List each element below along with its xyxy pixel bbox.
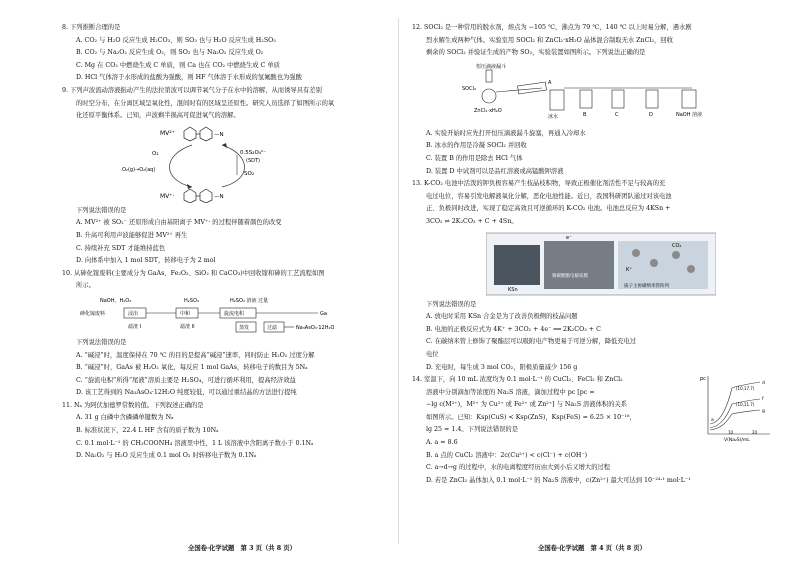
q9-sub: 下列说法错误的是 (76, 206, 127, 214)
reagent-label: H₂SO₄ (184, 297, 199, 304)
znc-label: ZnCl₂·xH₂O (474, 107, 502, 114)
q11-option-b: B. 标准状况下，22.4 L HF 含有的质子数为 10Nₐ (76, 427, 219, 435)
reagent-label: H₂SO₄ 溶液 过量 (230, 297, 269, 304)
point-a-label: a (711, 418, 714, 424)
point-f-label: f (762, 397, 764, 403)
battery-figure-svg (486, 231, 716, 297)
q11-option-a: A. 31 g 白磷中含磷磷单键数为 Nₐ (76, 414, 174, 422)
co2-label: CO₂ (672, 242, 682, 249)
q14-option-a: A. a = 8.6 (426, 439, 458, 447)
q14-stem-line3: −lg c(M²⁺)，M²⁺ 为 Cu²⁺ 或 Fe²⁺ 或 Zn²⁺] 与 Na₂S 溶液体积的关系 (426, 401, 628, 409)
ice-label: 冰水 (548, 113, 559, 120)
q10-sub: 下列说法错误的是 (76, 338, 127, 346)
ring-shape (184, 189, 196, 203)
q9-option-b: B. 升高可利用声波能够促进 MV²⁺ 再生 (76, 231, 188, 239)
electrolyte-membrane (544, 241, 614, 289)
q13-stem-line1: 13. K-CO₂ 电池中活泼的钾负极容易产生枝晶枝积物，导致正极催化剂活性不足与较高的充 (412, 180, 666, 188)
membrane-label: 聚碳酸酯电解质膜 (552, 273, 588, 279)
o2-aq-label: O₂(g)→O₂(aq) (122, 166, 156, 173)
product-label: Ga (320, 310, 327, 317)
q14-option-d: D. 若是 ZnCl₂ 晶体加入 0.1 mol·L⁻¹ 的 Na₂S 溶液中，c(Zn²⁺) 最大可达到 10⁻²⁴·¹ mol·L⁻¹ (426, 476, 691, 484)
q12-option-c: C. 装置 B 的作用是除去 HCl 气体 (426, 154, 523, 162)
q12-option-b: B. 冰水的作用是冷凝 SOCl₂ 并回收 (426, 142, 527, 150)
left-page (62, 22, 422, 463)
question-9 (62, 85, 422, 268)
ring-shape (200, 189, 212, 203)
q14-stem-line5: lg 25 = 1.4。下列说法错误的是 (426, 426, 519, 434)
ring-shape (184, 127, 196, 141)
n-label: —N (214, 131, 224, 138)
redox-cycle-diagram (62, 125, 422, 203)
q10-option-b: B. “碱浸”时，GaAs 被 H₂O₂ 氧化，每反应 1 mol GaAs，转移电子的数目为 5Nₐ (76, 364, 308, 372)
graph-tick: 20 (752, 430, 758, 436)
beaker-shape (550, 90, 564, 110)
q13-option-d: D. 充电时，每生成 3 mol CO₂，阳极质量减少 156 g (426, 363, 578, 371)
q9-stem-line3: 化还原平衡体系。已知，声波剩半损高可促进氧气的溶解。 (76, 112, 240, 120)
q8-option-b: B. CO₂ 与 Na₂O₂ 反应生成 O₂，则 SO₂ 也与 Na₂O₂ 反应生成 O₂ (76, 49, 264, 57)
question-14 (412, 374, 772, 487)
point-g-label: g (762, 409, 765, 415)
sdt-label: (SDT) (246, 157, 260, 164)
residue-label: 滤渣 I (128, 323, 142, 330)
apparatus-d-label: D (649, 111, 653, 118)
point-label: (10,11.7) (736, 402, 755, 408)
question-12 (412, 22, 772, 178)
redox-cycle-svg (122, 125, 382, 203)
ksn-electrode (494, 245, 540, 285)
socl2-label: SOCl₂ (462, 85, 476, 92)
q12-stem-line3: 剩余的 SOCl₂ 并验证生成的产物 SO₂，实验装置如图所示。下列说法正确的是 (426, 49, 646, 57)
q9-option-c: C. 持续补充 SDT 才能维持蓝色 (76, 244, 166, 252)
q9-stem-line2: 的时空分布，在分离区域呈氧化性，混间时有的区域呈还原性。研究人员选择了如图所示的氧 (76, 99, 335, 107)
funnel-label: 恒压滴液漏斗 (476, 63, 507, 70)
electron-label: e⁻ (566, 234, 572, 241)
so2-label: SO₂ (244, 170, 255, 177)
process-step-label: 浸出 (128, 310, 139, 317)
battery-figure (412, 231, 772, 297)
reagent-label: NaOH、H₂O₂ (100, 297, 132, 304)
q12-stem-line1: 12. SOCl₂ 是一种常用的脱水剂，熔点为 −105 ℃，沸点为 79 ℃，140 ℃ 以上时易分解，遇水剧 (412, 24, 692, 31)
q13-sub: 下列说法错误的是 (426, 300, 477, 308)
q12-option-d: D. 装置 D 中试剂可以是品红溶液或高锰酸钾溶液 (426, 167, 564, 175)
q11-option-c: C. 0.1 mol·L⁻¹ 的 CH₃COONH₄ 溶液里中性，1 L 该溶液中含阳离子数小于 0.1Nₐ (76, 439, 314, 447)
graph-ylabel: pc (700, 376, 706, 383)
n-label-bottom: —N (214, 193, 224, 200)
q8-option-a: A. CO₂ 与 H₂O 反应生成 H₂CO₃，则 SO₃ 也与 H₂O 反应生成 H₂SO₃ (76, 36, 276, 44)
residue-label: 滤渣 II (180, 323, 195, 330)
q8-option-d: D. HCl 气体溶于水形成的盐酸为强酸，则 HF 气体溶于水形成的氢氟酸也为强酸 (76, 74, 302, 82)
graph-xlabel: V(Na₂S)/mL (724, 438, 750, 443)
process-step-label: 旋流电积 (224, 310, 245, 317)
process-step-label: 蒸发 (239, 324, 250, 331)
question-8 (62, 22, 422, 85)
process-step-label: 过滤 (267, 324, 278, 331)
ring-shape (200, 127, 212, 141)
s2o4-label: 0.5S₂O₄²⁻ (240, 149, 267, 156)
q13-option-b: B. 电池的正极反应式为 4K⁺ + 3CO₂ + 4e⁻ ══ 2K₂CO₃ + C (426, 325, 601, 333)
mv-radical-label: MV⁺· (160, 192, 175, 200)
q9-option-d: D. 向体系中加入 1 mol SDT，转移电子为 2 mol (76, 257, 216, 265)
q13-option-c: C. 在碳纳米管上修饰了聚酯层可以吸附电产物更易于可逆分解，降低充电过 (426, 338, 637, 346)
mv2-label: MV²⁺ (160, 129, 175, 137)
k-ion-label: K⁺ (626, 266, 632, 273)
right-page (412, 22, 772, 487)
process-flow-svg (80, 295, 410, 335)
q14-stem-line4: 如图所示。已知：Ksp(CuS) < Ksp(ZnS)，Ksp(FeS) = 6.25 × 10⁻¹⁸， (426, 413, 636, 421)
q13-stem-line4: 3CO₂ ⇌ 2K₂CO₃ + C + 4Sn。 (426, 217, 518, 225)
q8-stem: 8. 下列推断合理的是 (62, 24, 121, 31)
flask-shape (482, 89, 496, 103)
q10-option-c: C. “旋流电积”所得“尾液”溶质主要是 H₂SO₄，可进行循环利用，提高经济效益 (76, 376, 296, 384)
q12-option-a: A. 实验开始时应先打开恒压滴液漏斗旋塞，再通入冷却水 (426, 129, 586, 137)
point-label: (10,17.7) (736, 386, 755, 392)
o2-label: O₂ (152, 150, 159, 157)
process-flow-diagram (62, 295, 422, 335)
page-footer-left: 全国卷·化学试题 第 3 页（共 8 页） (188, 545, 296, 553)
q13-option-c-cont: 电位 (426, 350, 439, 358)
q11-stem: 11. Nₐ 为阿伏加德罗常数的值。下列叙述正确的是 (62, 401, 204, 409)
question-11 (62, 400, 422, 463)
point-d-label: d (762, 381, 765, 387)
q11-option-d: D. Na₂O₂ 与 H₂O 反应生成 0.1 mol O₂ 时转移电子数为 0.1Nₐ (76, 452, 257, 460)
product-label: Na₃AsO₄·12H₂O (296, 324, 335, 331)
question-13 (412, 178, 772, 374)
q10-option-d: D. 该工艺得到的 Na₃AsO₄·12H₂O 纯度较低，可以通过重结晶的方法进行提纯 (76, 389, 297, 397)
q12-stem-line2: 烈水解生成两种气体。实验室用 SOCl₂ 和 ZnCl₂·xH₂O 晶体混合制取无水 ZnCl₂，回收 (426, 36, 673, 44)
q10-stem-line1: 10. 从砷化镓废料(主要成分为 GaAs、Fe₂O₃、SiO₂ 和 CaCO₃)中回收镓和砷的工艺流程如图 (62, 269, 325, 277)
graph-tick: 10 (728, 430, 734, 436)
pc-volume-graph (700, 374, 772, 442)
q13-stem-line3: 正、负极同时改进，实现了稳定高效且可逆循环的 K-CO₂ 电池。电池总反应为 4KSn + (426, 205, 671, 213)
q14-stem-line2: 溶液中分别滴加等浓度的 Na₂S 溶液，滴加过程中 pc [pc = (426, 388, 595, 396)
apparatus-b-label: B (583, 111, 587, 118)
naoh-label: NaOH 溶液 (676, 111, 703, 118)
apparatus-svg (462, 62, 722, 126)
apparatus-c-label: C (615, 111, 619, 118)
q13-option-a: A. 放电时采用 KSn 合金是为了改善负极侧的枝晶问题 (426, 313, 578, 321)
ksn-label: KSn (508, 286, 518, 293)
q13-stem-line2: 电过电位，容易引发电解液氧化分解，恶化电池性能。近日，我国科研团队通过对该电池 (426, 192, 672, 200)
q10-stem-line2: 所示。 (76, 282, 95, 290)
q9-stem-line1: 9. 下列声波流动溶液振动产生的法拉第波可以调节氧气分子在水中的溶解，从而诱导具有差别 (62, 86, 322, 94)
q14-stem-line1: 14. 室温下，向 10 mL 浓度均为 0.1 mol·L⁻¹ 的 CuCl₂、FeCl₂ 和 ZnCl₂ (412, 376, 623, 384)
question-10 (62, 268, 422, 400)
raw-material-label: 砷化镓废料 (80, 310, 106, 317)
q14-option-c: C. a→d→g 的过程中，水的电离程度经历由大到小后又增大的过程 (426, 464, 611, 472)
q14-option-b: B. a 点的 CuCl₂ 溶液中：2c(Cu²⁺) < c(Cl⁻) + c(OH⁻) (426, 451, 588, 459)
process-step-label: 中和 (180, 310, 191, 317)
page-footer-right: 全国卷·化学试题 第 4 页（共 8 页） (538, 545, 646, 553)
q10-option-a: A. “碱浸”时，温度保持在 70 ℃ 的目的是提高“碱浸”速率，同时防止 H₂O₂ 过度分解 (76, 351, 315, 359)
cnt-cathode (618, 241, 708, 289)
cathode-label: 质子主协碳纳米管阵列 (624, 283, 669, 289)
apparatus-diagram (412, 62, 772, 126)
q9-option-a: A. MV²⁺ 被 SO₂⁻ 还原形成自由基阳离子 MV⁺· 的过程伴随着颜色的改变 (76, 219, 282, 227)
apparatus-a-label: A (548, 79, 552, 86)
q8-option-c: C. Mg 在 CO₂ 中燃烧生成 C 单质，则 Ca 也在 CO₂ 中燃烧生成 C 单质 (76, 61, 280, 69)
